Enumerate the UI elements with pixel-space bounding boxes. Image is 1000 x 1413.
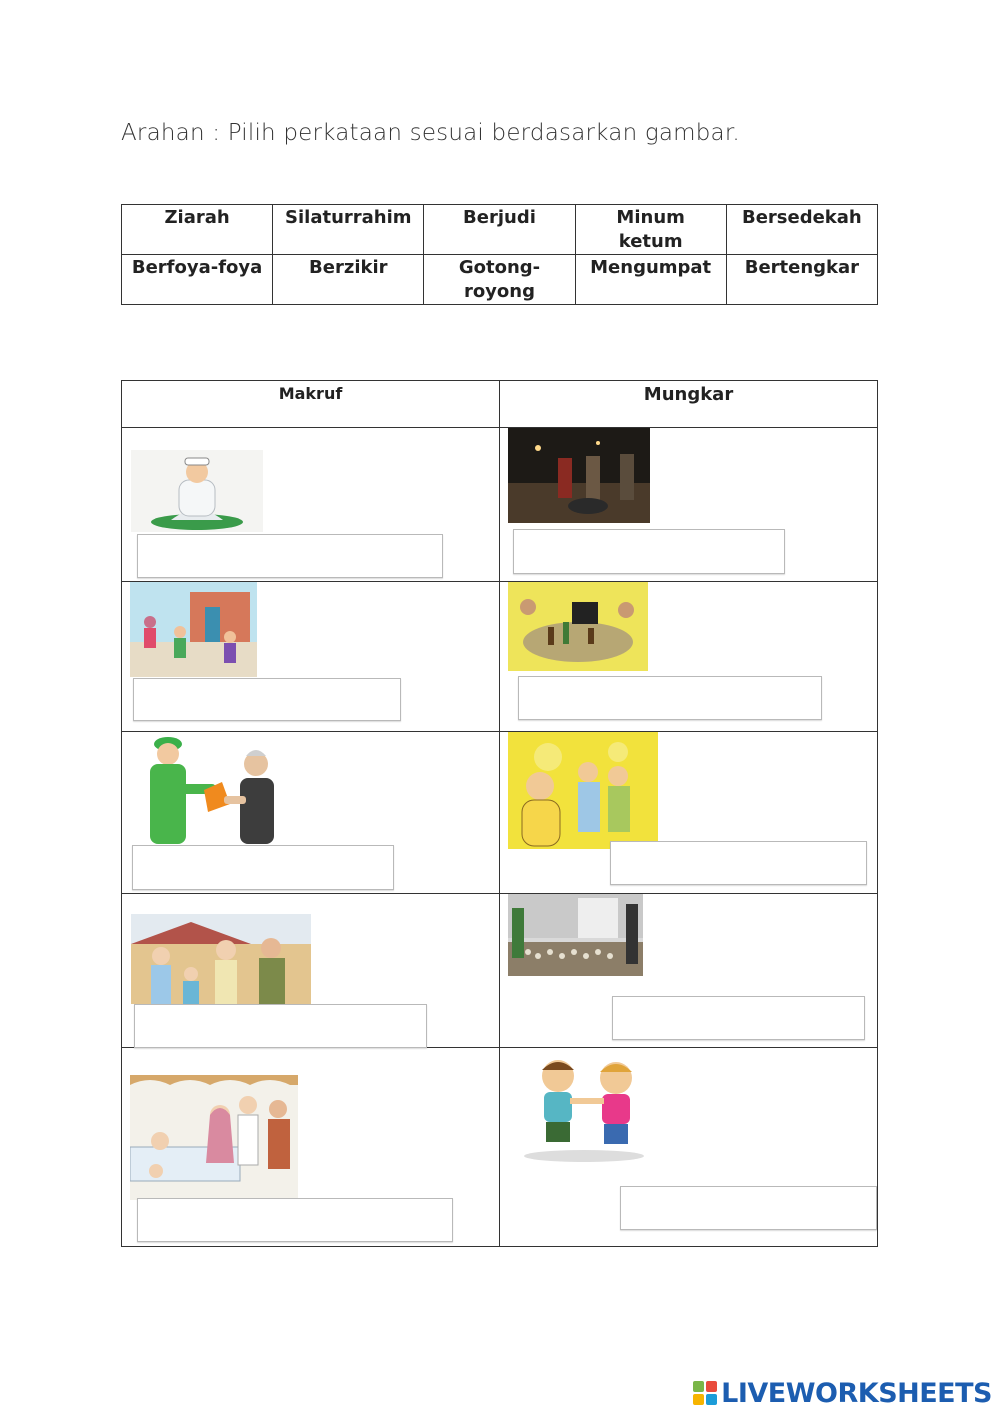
answer-box-mungkar-3[interactable] [610, 841, 867, 885]
makruf-cell [122, 428, 500, 582]
table-row [122, 582, 878, 732]
drinking-group-picture [508, 582, 648, 671]
word-bank-item: Mengumpat [575, 255, 726, 305]
table-row [122, 428, 878, 582]
table-row [122, 1048, 878, 1247]
mungkar-cell [500, 732, 878, 894]
word-bank-item: Ziarah [122, 205, 273, 255]
word-bank-item: Berzikir [273, 255, 424, 305]
mungkar-cell [500, 428, 878, 582]
answer-box-makruf-3[interactable] [132, 845, 394, 890]
answer-box-mungkar-4[interactable] [612, 996, 865, 1040]
logo-square-blue [706, 1394, 717, 1405]
makruf-cell [122, 732, 500, 894]
instruction-text: Arahan : Pilih perkataan sesuai berdasarkan gambar. [121, 120, 740, 146]
header-mungkar: Mungkar [500, 381, 878, 428]
mungkar-cell [500, 1048, 878, 1247]
word-bank-item: Berfoya-foya [122, 255, 273, 305]
header-makruf: Makruf [122, 381, 500, 428]
word-bank-item: Berjudi [424, 205, 575, 255]
makruf-cell [122, 582, 500, 732]
word-bank-item: Bersedekah [726, 205, 877, 255]
word-bank-row [122, 205, 878, 255]
logo-text: LIVEWORKSHEETS [721, 1377, 992, 1409]
logo-square-red [706, 1381, 717, 1392]
giving-charity-picture [132, 732, 292, 844]
word-bank-table [121, 204, 878, 305]
gotong-royong-picture [130, 582, 257, 677]
answer-box-mungkar-1[interactable] [513, 529, 785, 574]
logo-square-green [693, 1381, 704, 1392]
visiting-relatives-picture [131, 914, 311, 1004]
mungkar-cell [500, 582, 878, 732]
praying-man-picture [131, 450, 263, 532]
answer-box-makruf-1[interactable] [137, 534, 443, 578]
table-row [122, 732, 878, 894]
answer-box-makruf-4[interactable] [134, 1004, 427, 1048]
night-gathering-picture [508, 428, 650, 523]
word-bank-item: Silaturrahim [273, 205, 424, 255]
gossiping-picture [508, 732, 658, 849]
word-bank-item: Gotong-royong [424, 255, 575, 305]
mungkar-cell [500, 894, 878, 1048]
logo-mark-icon [693, 1381, 717, 1405]
answer-box-mungkar-5[interactable] [620, 1186, 877, 1230]
answer-box-makruf-5[interactable] [137, 1198, 453, 1242]
makruf-cell [122, 1048, 500, 1247]
liveworksheets-logo[interactable] [693, 1377, 992, 1409]
table-row [122, 894, 878, 1048]
hospital-visit-picture [130, 1075, 298, 1200]
word-bank-item: Minum ketum [575, 205, 726, 255]
makruf-mungkar-table [121, 380, 878, 1247]
answer-box-mungkar-2[interactable] [518, 676, 822, 720]
answer-box-makruf-2[interactable] [133, 678, 401, 721]
logo-square-yellow [693, 1394, 704, 1405]
fighting-boys-picture [508, 1048, 660, 1170]
confiscated-bottles-picture [508, 894, 643, 976]
makruf-cell [122, 894, 500, 1048]
word-bank-item: Bertengkar [726, 255, 877, 305]
word-bank-row [122, 255, 878, 305]
